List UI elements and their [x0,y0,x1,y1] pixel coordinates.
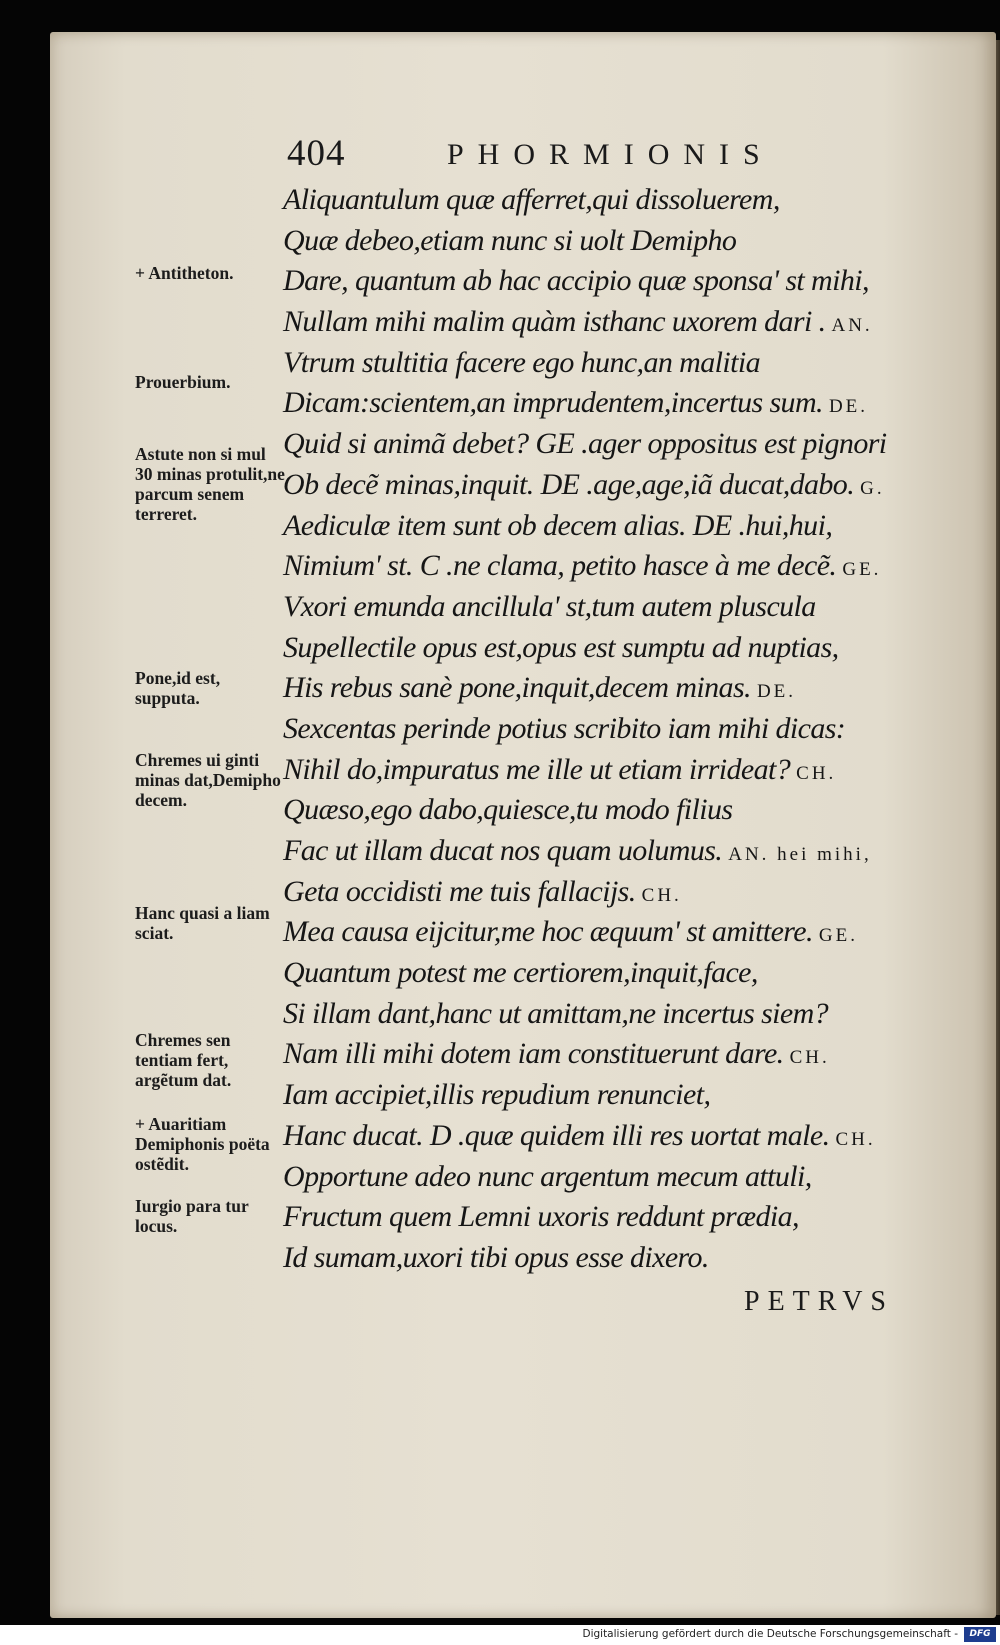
margin-note-astute: Astute non si mul 30 minas protulit,ne parcum senem terreret. [135,444,285,524]
page-number: 404 [287,133,346,174]
verse-line: Fac ut illam ducat nos quam uolumus. AN. hei mihi, [283,834,872,867]
catchword: PETRVS [744,1286,895,1317]
verse-line: His rebus sanè pone,inquit,decem minas. DE. [283,671,797,705]
verse-line: Aliquantulum quæ afferret,qui dissoluerem, [283,183,780,216]
verse-line: Supellectile opus est,opus est sumptu ad nuptias, [283,630,839,664]
verse-line: Vxori emunda ancillula' st,tum autem pluscula [283,589,816,623]
margin-note-chremes-sententiam: Chremes sen tentiam fert, argẽtum dat. [135,1030,232,1090]
verse-line: Quæ debeo,etiam nunc si uolt Demipho [283,223,737,257]
verse-line: Dare, quantum ab hac accipio quæ sponsa' st mihi, [283,264,869,298]
footer-bar [0,1625,1000,1645]
margin-note-antitheton: + Antitheton. [135,263,234,283]
verse-line: Ob decẽ minas,inquit. DE .age,age,iã ducat,dabo. G. [283,467,885,501]
verse-line: Fructum quem Lemni uxoris reddunt prædia, [283,1200,799,1234]
verse-line: Vtrum stultitia facere ego hunc,an malitia [283,345,760,379]
margin-note-pone: Pone,id est, supputa. [135,668,221,708]
verse-line: Nam illi mihi dotem iam constituerunt dare. CH. [283,1037,830,1071]
dfg-logo: DFG [964,1627,996,1642]
margin-note-hanc-quasi: Hanc quasi a liam sciat. [135,903,270,943]
margin-note-chremes-uiginti: Chremes ui ginti minas dat,Demipho decem. [135,750,281,810]
verse-block [283,180,923,1279]
page-header [287,132,827,176]
verse-line: Sexcentas perinde potius scribito iam mihi dicas: [283,711,846,745]
verse-line: Iam accipiet,illis repudium renunciet, [283,1078,711,1112]
verse-line: Id sumam,uxori tibi opus esse dixero. [283,1240,709,1274]
verse-line: Aediculæ item sunt ob decem alias. DE .hui,hui, [283,508,833,542]
margin-note-auaritiam: + Auaritiam Demiphonis poëta ostẽdit. [135,1114,270,1174]
verse-line: Quæso,ego dabo,quiesce,tu modo filius [283,793,733,827]
margin-note-iurgio: Iurgio para tur locus. [135,1196,249,1236]
verse-line: Geta occidisti me tuis fallacijs. CH. [283,874,682,908]
verse-line: Dicam:scientem,an imprudentem,incertus sum. DE. [283,386,869,420]
verse-line: Hanc ducat. D .quæ quidem illi res uortat male. CH. [283,1118,876,1152]
verse-line: Opportune adeo nunc argentum mecum attuli, [283,1159,812,1193]
footer-credit: Digitalisierung gefördert durch die Deutsche Forschungsgemeinschaft - [582,1628,958,1640]
verse-line: Nimium' st. C .ne clama, petito hasce à me decẽ. GE. [283,549,882,583]
running-head: PHORMIONIS [447,138,774,171]
verse-line: Quantum potest me certiorem,inquit,face, [283,956,758,990]
verse-line: Quid si animã debet? GE .ager oppositus est pignori [283,427,887,461]
margin-note-prouerbium: Prouerbium. [135,372,231,392]
verse-line: Nullam mihi malim quàm isthanc uxorem dari . AN. [283,305,873,339]
verse-line: Mea causa eijcitur,me hoc æquum' st amittere. GE. [283,915,858,949]
verse-line: Si illam dant,hanc ut amittam,ne incertus siem? [283,996,829,1030]
verse-line: Nihil do,impuratus me ille ut etiam irrideat? CH. [283,752,837,786]
